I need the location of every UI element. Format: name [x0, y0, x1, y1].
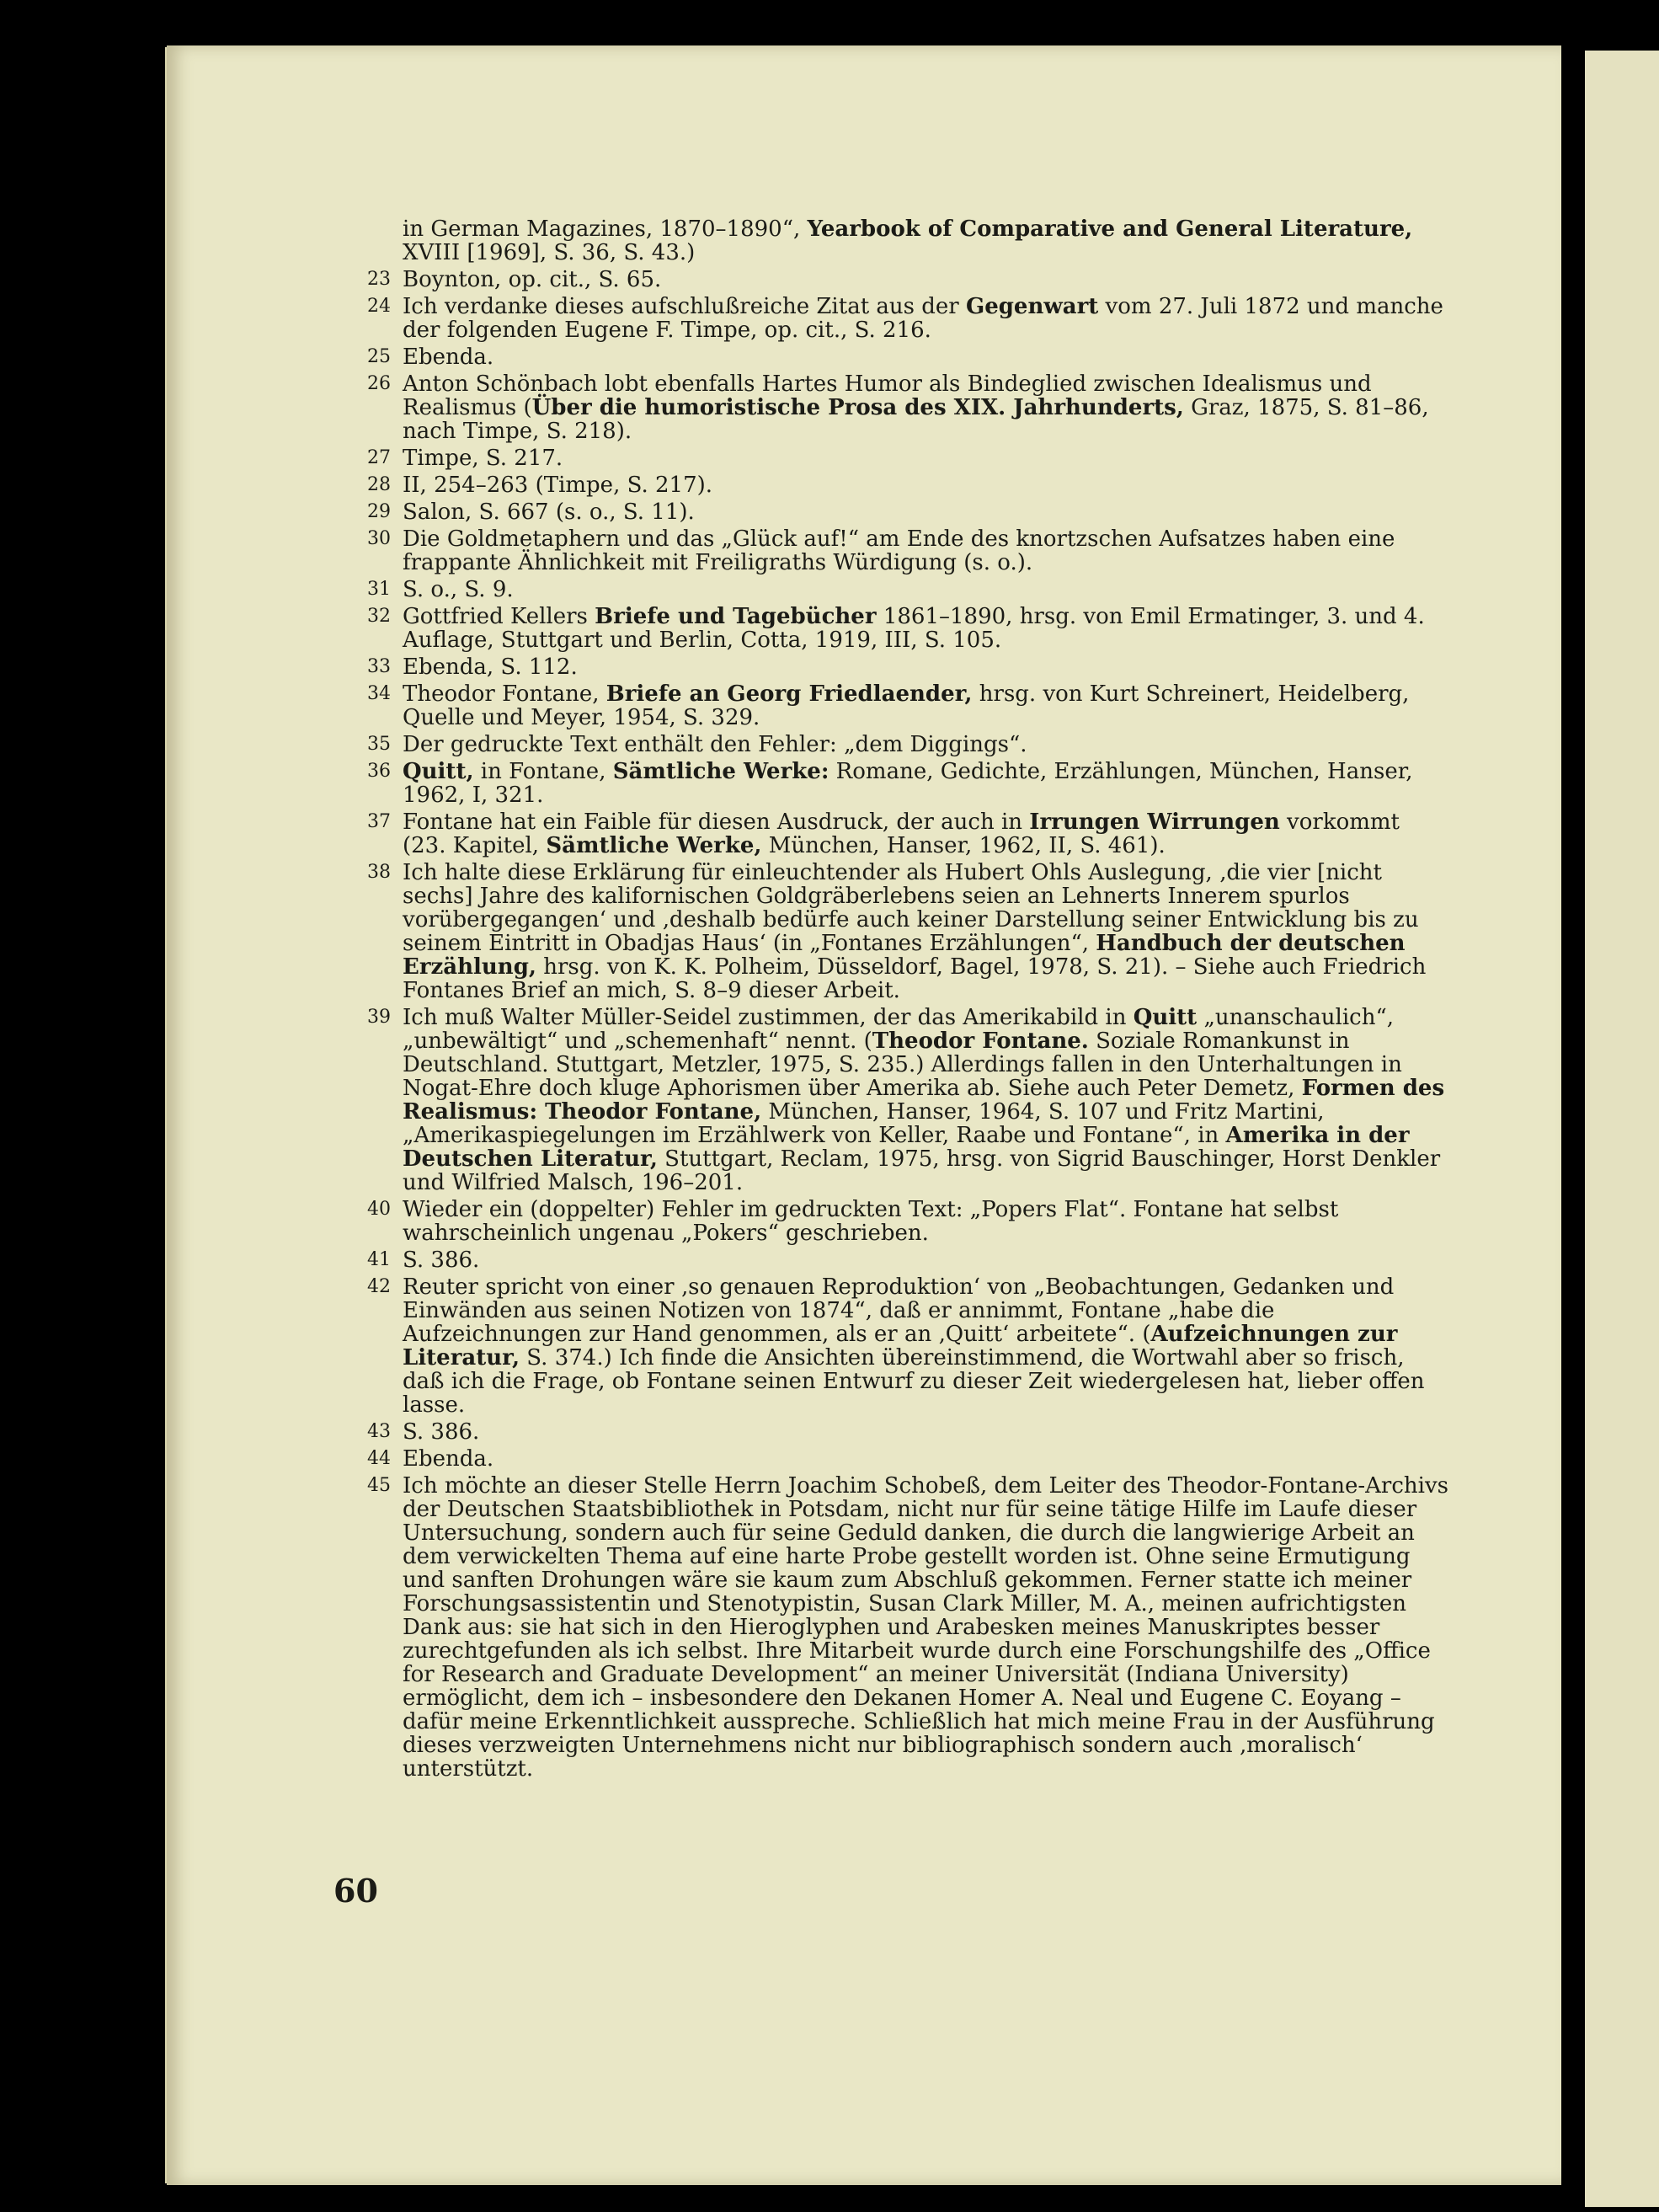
footnote-text [403, 526, 1395, 575]
footnote [354, 500, 1448, 524]
footnote-number: 43 [367, 1421, 391, 1442]
footnote [354, 527, 1448, 574]
footnote-number: 23 [367, 269, 391, 290]
footnote-number: 41 [367, 1249, 391, 1270]
footnote [354, 578, 1448, 601]
footnote-text-run: München, Hanser, 1964, S. 107 und Fritz Martini, „Amerikaspiegelungen im Erzählwerk von Keller, Raabe und Fontane“, in [403, 1099, 1325, 1148]
footnote [354, 605, 1448, 652]
footnote-number: 25 [367, 346, 391, 367]
footnote-text [403, 371, 1429, 444]
footnote-text-run: Der gedruckte Text enthält den Fehler: „dem Diggings“. [403, 732, 1027, 757]
footnote-text-run: in Fontane, [473, 759, 613, 784]
footnote-text-run: Salon, S. 667 (s. o., S. 11). [403, 500, 695, 525]
footnote-number: 44 [367, 1448, 391, 1469]
footnote-text-run: Ich möchte an dieser Stelle Herrn Joachim Schobeß, dem Leiter des Theodor-Fontane-Archivs der Deutschen Staatsbibliothek in Potsdam, nicht nur für seine tätige Hilfe im Laufe dieser Untersuchung, sondern auch für seine Geduld danken, die durch die langwierige Arbeit an dem verwickelten Thema auf eine harte Probe gestellt worden ist. Ohne seine Ermutigung und sanften Drohungen wäre sie kaum zum Abschluß gekommen. Ferner statte ich meiner Forschungsassistentin und Stenotypistin, Susan Clark Miller, M. A., meinen aufrichtigsten Dank aus: sie hat sich in den Hieroglyphen und Arabesken meines Manuskriptes besser zurechtgefunden als ich selbst. Ihre Mitarbeit wurde durch eine Forschungshilfe des „Office for Research and Graduate Development“ an meiner Universität (Indiana University) ermöglicht, dem ich – insbesondere den Dekanen Homer A. Neal und Eugene C. Eoyang – dafür meine Erkenntlichkeit ausspreche. Schließlich hat mich meine Frau in der Ausführung dieses verzweigten Unternehmens nicht nur bibliographisch sondern auch ‚moralisch‘ unterstützt. [403, 1473, 1448, 1782]
footnote-text [403, 1197, 1338, 1246]
footnote [354, 345, 1448, 369]
footnote-number: 37 [367, 811, 391, 832]
footnote-text-run: vom 27. Juli 1872 und manche der folgenden Eugene F. Timpe, op. cit., S. 216. [403, 294, 1443, 343]
footnote-title: Briefe an Georg Friedlaender, [605, 681, 973, 707]
footnote [354, 473, 1448, 497]
footnote-number: 39 [367, 1007, 391, 1028]
footnote-title: Aufzeichnungen zur Literatur, [403, 1322, 1398, 1370]
footnote-number: 26 [367, 373, 391, 394]
footnote-text-run: Boynton, op. cit., S. 65. [403, 267, 662, 292]
footnote [354, 760, 1448, 807]
footnote-text-run: Stuttgart, Reclam, 1975, hrsg. von Sigrid Bauschinger, Horst Denkler und Wilfried Malsch, 196–201. [403, 1146, 1441, 1195]
page-number: 60 [333, 1872, 378, 1910]
footnote-title: Über die humoristische Prosa des XIX. Jahrhunderts, [531, 395, 1184, 420]
footnote [354, 861, 1448, 1002]
footnote-number: 36 [367, 761, 391, 782]
footnote [354, 446, 1448, 470]
footnote [354, 1275, 1448, 1417]
footnote-text-run: Ebenda. [403, 345, 494, 370]
footnote-text-run: Soziale Romankunst in Deutschland. Stuttgart, Metzler, 1975, S. 235.) Allerdings fallen in den Unterhaltungen in Nogat-Ehre doch kluge Aphorismen über Amerika ab. Siehe auch Peter Demetz, [403, 1029, 1402, 1101]
footnote-text-run: S. 386. [403, 1248, 480, 1273]
footnote-text-run: Anton Schönbach lobt ebenfalls Hartes Humor als Bindeglied zwischen Idealismus und Realismus ( [403, 371, 1372, 420]
footnote-number: 30 [367, 528, 391, 549]
footnote-title: Sämtliche Werke, [546, 833, 762, 858]
footnote-text [403, 732, 1027, 757]
footnote-text [403, 655, 578, 680]
footnote-number: 42 [367, 1276, 391, 1297]
footnote-text [403, 860, 1426, 1003]
footnote-text-run: S. 386. [403, 1419, 480, 1445]
footnote-title: Quitt [1133, 1005, 1198, 1030]
footnote-text-run: Ich verdanke dieses aufschlußreiche Zitat aus der [403, 294, 966, 319]
footnote [354, 1447, 1448, 1471]
footnote-text [403, 216, 1412, 265]
footnote-title: Yearbook of Comparative and General Literature, [807, 216, 1413, 242]
footnote [354, 1474, 1448, 1781]
footnote [354, 682, 1448, 729]
footnote-text [403, 1473, 1448, 1782]
footnote-title: Sämtliche Werke: [612, 759, 830, 784]
footnote-number: 27 [367, 447, 391, 468]
footnote-text-run: Die Goldmetaphern und das „Glück auf!“ am Ende des knortzschen Aufsatzes haben eine frappante Ähnlichkeit mit Freiligraths Würdigung (s. o.). [403, 526, 1395, 575]
footnote-text [403, 1419, 479, 1445]
footnote-text-run: Theodor Fontane, [403, 681, 606, 707]
footnote [354, 1420, 1448, 1444]
footnote [354, 810, 1448, 858]
footnote-text [403, 1446, 493, 1472]
footnote [354, 655, 1448, 679]
footnote-text-run: Wieder ein (doppelter) Fehler im gedruckten Text: „Popers Flat“. Fontane hat selbst wahrscheinlich ungenau „Pokers“ geschrieben. [403, 1197, 1339, 1246]
footnote-text-run: in German Magazines, 1870–1890“, [403, 216, 808, 242]
footnotes-list [354, 217, 1448, 1784]
footnote-text [403, 267, 661, 292]
footnote-title: Formen des Realismus: Theodor Fontane, [403, 1076, 1445, 1125]
footnote-text-run: Ich halte diese Erklärung für einleuchtender als Hubert Ohls Auslegung, ‚die vier [nicht sechs] Jahre des kalifornischen Goldgräberlebens seien an Lehnerts Innerem spurlos vorübergegangen‘ und ‚deshalb bedürfe auch keiner Darstellung seiner Entwicklung bis zu seinem Eintritt in Obadjas Haus‘ (in „Fontanes Erzählungen“, [403, 860, 1419, 956]
footnote-title: Irrungen Wirrungen [1029, 809, 1280, 835]
footnote [354, 1198, 1448, 1245]
footnote-text-run: Gottfried Kellers [403, 604, 595, 629]
footnote-text-run: München, Hanser, 1962, II, S. 461). [761, 833, 1166, 858]
footnote-number: 29 [367, 501, 391, 522]
footnote [354, 1006, 1448, 1194]
footnote-title: Handbuch der deutschen Erzählung, [403, 931, 1406, 980]
footnote-text [403, 446, 563, 471]
footnote-number: 33 [367, 656, 391, 677]
footnote-title: Theodor Fontane. [872, 1029, 1089, 1054]
footnote-text-run: Ebenda. [403, 1446, 494, 1472]
footnote-text-run: S. o., S. 9. [403, 577, 514, 602]
footnote-text-run: XVIII [1969], S. 36, S. 43.) [403, 240, 696, 265]
footnote [354, 295, 1448, 342]
footnote-text [403, 809, 1400, 858]
footnote-text-run: hrsg. von K. K. Polheim, Düsseldorf, Bagel, 1978, S. 21). – Siehe auch Friedrich Fontanes Brief an mich, S. 8–9 dieser Arbeit. [403, 954, 1427, 1003]
footnote-text-run: Ebenda, S. 112. [403, 655, 578, 680]
footnote-text-run: Graz, 1875, S. 81–86, nach Timpe, S. 218). [403, 395, 1429, 444]
footnote-text-run: Timpe, S. 217. [403, 446, 563, 471]
footnote-text-run: Fontane hat ein Faible für diesen Ausdruck, der auch in [403, 809, 1030, 835]
footnote-text-run: vorkommt (23. Kapitel, [403, 809, 1400, 858]
footnote-text [403, 1248, 479, 1273]
footnote-number: 40 [367, 1199, 391, 1220]
footnote-title: Briefe und Tagebücher [595, 604, 877, 629]
footnote-text-run: II, 254–263 (Timpe, S. 217). [403, 473, 713, 498]
footnote-text-run: Ich muß Walter Müller-Seidel zustimmen, der das Amerikabild in [403, 1005, 1134, 1030]
footnote-text-run: 1861–1890, hrsg. von Emil Ermatinger, 3. und 4. Auflage, Stuttgart und Berlin, Cotta, 1919, III, S. 105. [403, 604, 1425, 653]
facing-page-edge [1585, 51, 1659, 2207]
footnote-title: Amerika in der Deutschen Literatur, [403, 1123, 1410, 1172]
footnote-text [403, 294, 1443, 343]
footnote-text [403, 1274, 1424, 1418]
footnote [354, 268, 1448, 291]
footnote-text [403, 604, 1425, 653]
footnote-title: Gegenwart [965, 294, 1099, 319]
footnote-title: Quitt, [403, 759, 474, 784]
footnote-text-run: „unanschaulich“, „unbewältigt“ und „schemenhaft“ nennt. ( [403, 1005, 1395, 1054]
footnote-text [403, 1005, 1444, 1195]
footnote-number: 24 [367, 296, 391, 317]
footnote-number: 32 [367, 606, 391, 627]
footnote-number: 28 [367, 474, 391, 495]
footnote-number: 38 [367, 862, 391, 883]
footnote-text [403, 681, 1409, 730]
footnote-number: 34 [367, 683, 391, 704]
footnote [354, 217, 1448, 264]
footnote-text [403, 345, 493, 370]
footnote-number: 35 [367, 734, 391, 755]
footnote-text-run: S. 374.) Ich finde die Ansichten übereinstimmend, die Wortwahl aber so frisch, daß ich die Frage, ob Fontane seinen Entwurf zu dieser Zeit wiedergelesen hat, lieber offen lasse. [403, 1345, 1425, 1418]
footnote [354, 1248, 1448, 1272]
footnote-number: 31 [367, 579, 391, 600]
footnote-text-run: hrsg. von Kurt Schreinert, Heidelberg, Quelle und Meyer, 1954, S. 329. [403, 681, 1410, 730]
footnote-text [403, 577, 514, 602]
footnote [354, 733, 1448, 756]
footnote-number: 45 [367, 1475, 391, 1496]
footnote-text-run: Reuter spricht von einer ‚so genauen Reproduktion‘ von „Beobachtungen, Gedanken und Einwänden aus seinen Notizen von 1874“, daß er annimmt, Fontane „habe die Aufzeichnungen zur Hand genommen, als er an ‚Quitt‘ arbeitete“. ( [403, 1274, 1395, 1347]
footnote [354, 372, 1448, 443]
footnote-text [403, 473, 712, 498]
footnote-text [403, 759, 1413, 808]
footnote-text [403, 500, 695, 525]
footnote-text-run: Romane, Gedichte, Erzählungen, München, Hanser, 1962, I, 321. [403, 759, 1413, 808]
